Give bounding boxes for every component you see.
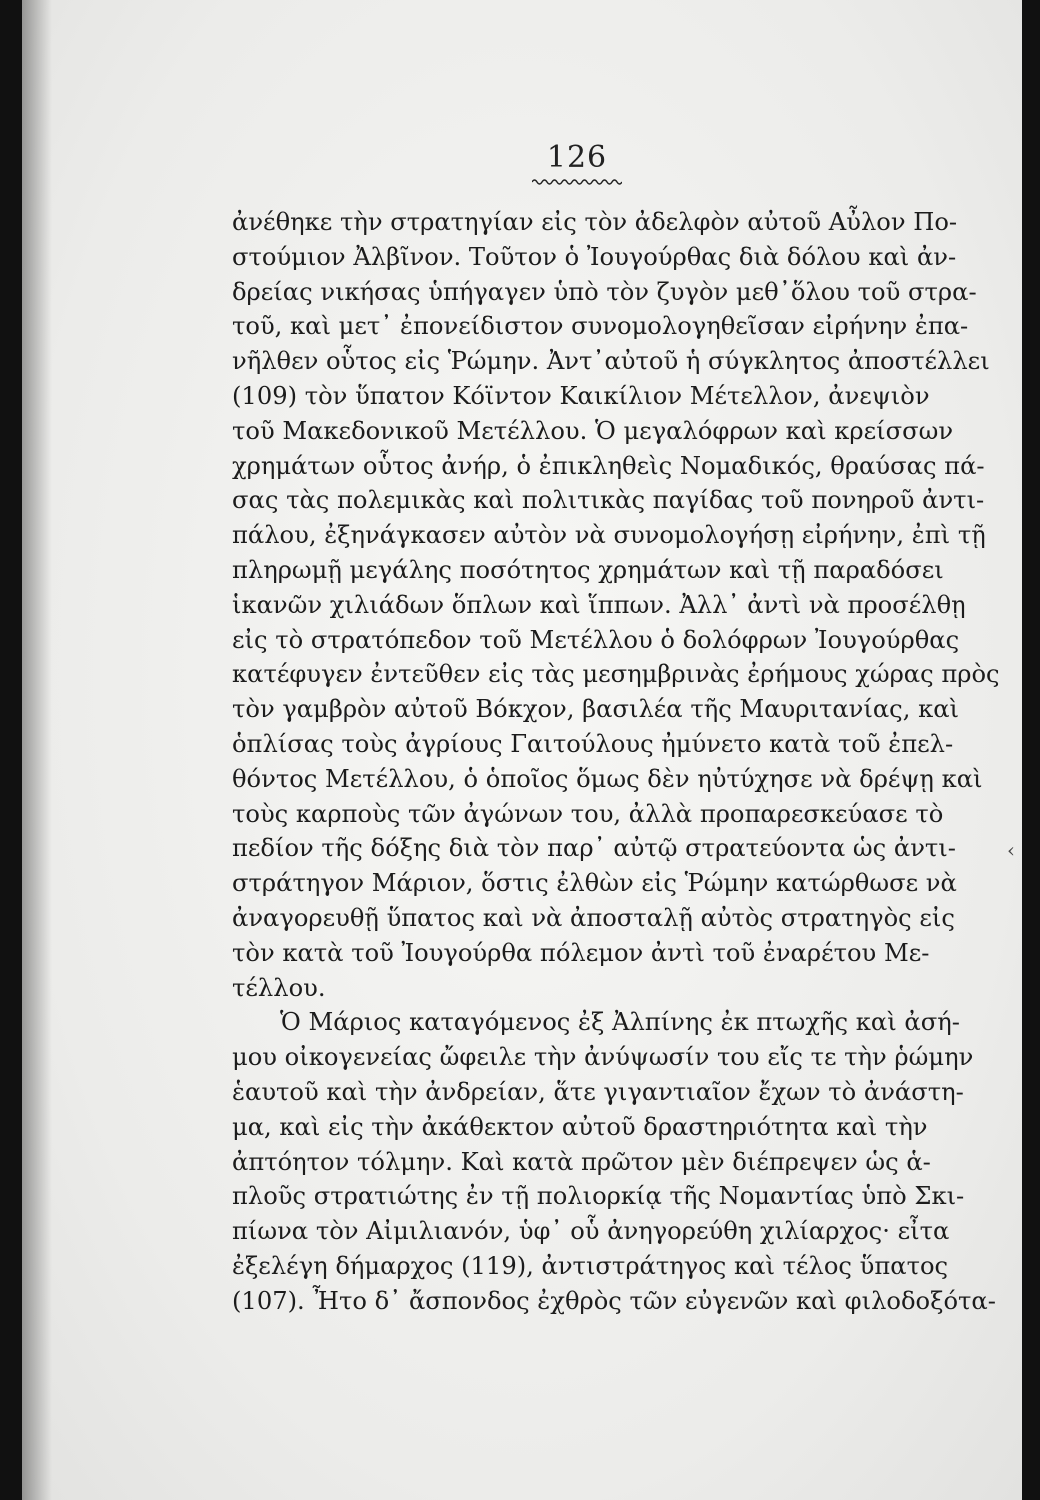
text-line: ἀπτόητον τόλμην. Καὶ κατὰ πρῶτον μὲν διέπρεψεν ὡς ἁ-: [232, 1147, 931, 1176]
text-line: στράτηγον Μάριον, ὅστις ἐλθὼν εἰς Ῥώμην κατώρθωσε νὰ: [232, 869, 957, 898]
text-line: (109) τὸν ὕπατον Κόϊντον Καικίλιον Μέτελλον, ἀνεψιὸν: [232, 381, 930, 410]
text-line: χρημάτων οὗτος ἀνήρ, ὁ ἐπικληθεὶς Νομαδικός, θραύσας πά-: [232, 451, 985, 480]
page: [22, 0, 1022, 1500]
paragraph-start-line: Ὁ Μάριος καταγόμενος ἐξ Ἀλπίνης ἐκ πτωχῆς καὶ ἀσή-: [280, 1008, 960, 1037]
text-line: πληρωμῇ μεγάλης ποσότητος χρημάτων καὶ τῇ παραδόσει: [232, 555, 944, 584]
text-line: πάλου, ἐξηνάγκασεν αὐτὸν νὰ συνομολογήσῃ εἰρήνην, ἐπὶ τῇ: [232, 521, 986, 550]
text-line: εἰς τὸ στρατόπεδον τοῦ Μετέλλου ὁ δολόφρων Ἰουγούρθας: [232, 625, 960, 654]
text-line: ἀναγορευθῇ ὕπατος καὶ νὰ ἀποσταλῇ αὐτὸς στρατηγὸς εἰς: [232, 903, 955, 932]
text-line: πλοῦς στρατιώτης ἐν τῇ πολιορκίᾳ τῆς Νομαντίας ὑπὸ Σκι-: [232, 1182, 965, 1211]
body-text: [232, 205, 1000, 1319]
text-line: ἱκανῶν χιλιάδων ὅπλων καὶ ἵππων. Ἀλλ᾽ ἀντὶ νὰ προσέλθῃ: [232, 590, 966, 619]
margin-mark: ‹: [1007, 838, 1015, 862]
page-number-underline-ornament: [532, 178, 622, 186]
text-line: σας τὰς πολεμικὰς καὶ πολιτικὰς παγίδας τοῦ πονηροῦ ἀντι-: [232, 486, 985, 515]
text-line: (107). Ἦτο δ᾽ ἄσπονδος ἐχθρὸς τῶν εὐγενῶν καὶ φιλοδοξότα-: [232, 1286, 996, 1315]
text-line: δρείας νικήσας ὑπήγαγεν ὑπὸ τὸν ζυγὸν μεθ᾽ὅλου τοῦ στρα-: [232, 277, 977, 306]
text-line: πίωνα τὸν Αἰμιλιανόν, ὑφ᾽ οὗ ἀνηγορεύθη χιλίαρχος· εἶτα: [232, 1217, 950, 1246]
page-number: 126: [546, 140, 608, 175]
text-line: τοῦ, καὶ μετ᾽ ἐπονείδιστον συνομολογηθεῖσαν εἰρήνην ἐπα-: [232, 312, 969, 341]
text-line: νῆλθεν οὗτος εἰς Ῥώμην. Ἀντ᾽αὐτοῦ ἡ σύγκλητος ἀποστέλλει: [232, 347, 990, 376]
text-line: στούμιον Ἀλβῖνον. Τοῦτον ὁ Ἰουγούρθας διὰ δόλου καὶ ἀν-: [232, 242, 957, 271]
text-line: μου οἰκογενείας ὤφειλε τὴν ἀνύψωσίν του εἴς τε τὴν ῥώμην: [232, 1043, 974, 1072]
text-line: θόντος Μετέλλου, ὁ ὁποῖος ὅμως δὲν ηὐτύχησε νὰ δρέψῃ καὶ: [232, 764, 983, 793]
text-line: τὸν γαμβρὸν αὐτοῦ Βόκχον, βασιλέα τῆς Μαυριτανίας, καὶ: [232, 695, 960, 724]
text-line: ἀνέθηκε τὴν στρατηγίαν εἰς τὸν ἀδελφὸν αὐτοῦ Αὖλον Πο-: [232, 208, 958, 236]
text-line: ἐξελέγη δήμαρχος (119), ἀντιστράτηγος καὶ τέλος ὕπατος: [232, 1251, 949, 1280]
text-line: τοῦ Μακεδονικοῦ Μετέλλου. Ὁ μεγαλόφρων καὶ κρείσσων: [232, 416, 954, 445]
text-line: ὁπλίσας τοὺς ἀγρίους Γαιτούλους ἠμύνετο κατὰ τοῦ ἐπελ-: [232, 729, 954, 758]
text-line: ἑαυτοῦ καὶ τὴν ἀνδρείαν, ἅτε γιγαντιαῖον ἔχων τὸ ἀνάστη-: [232, 1077, 964, 1106]
text-line: κατέφυγεν ἐντεῦθεν εἰς τὰς μεσημβρινὰς ἐρήμους χώρας πρὸς: [232, 660, 1000, 689]
text-line: τέλλου.: [232, 973, 326, 1002]
text-line: τὸν κατὰ τοῦ Ἰουγούρθα πόλεμον ἀντὶ τοῦ ἐναρέτου Με-: [232, 938, 930, 967]
text-line: τοὺς καρποὺς τῶν ἀγώνων του, ἀλλὰ προπαρεσκεύασε τὸ: [232, 799, 944, 828]
page-edge-shadow: [22, 0, 52, 1500]
text-line: μα, καὶ εἰς τὴν ἀκάθεκτον αὐτοῦ δραστηριότητα καὶ τὴν: [232, 1112, 928, 1141]
text-line: πεδίον τῆς δόξης διὰ τὸν παρ᾽ αὐτῷ στρατεύοντα ὡς ἀντι-: [232, 834, 956, 863]
